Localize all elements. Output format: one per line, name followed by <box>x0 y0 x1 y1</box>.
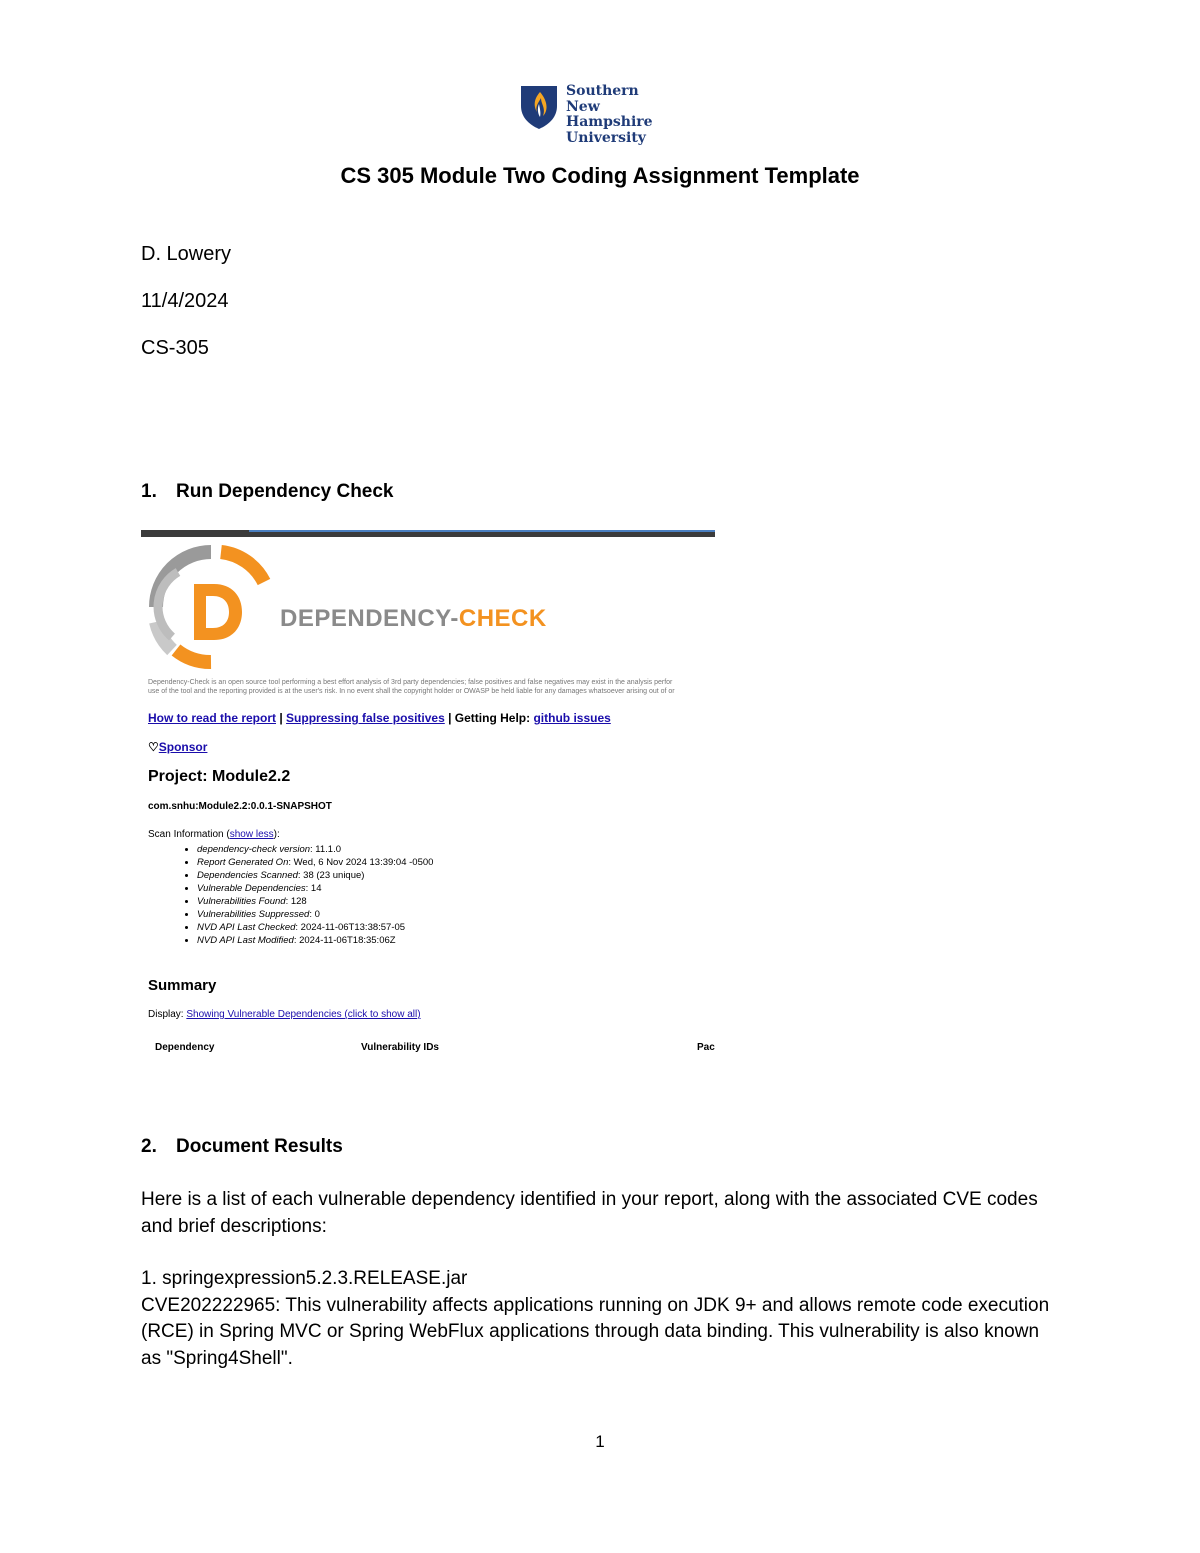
shield-flame-icon <box>520 84 558 130</box>
scan-info-prefix: Scan Information ( <box>148 829 230 840</box>
document-date: 11/4/2024 <box>141 290 229 312</box>
scan-item-label: Dependencies Scanned <box>197 870 298 881</box>
scan-item-value: : 128 <box>285 896 307 907</box>
scan-item-label: Vulnerable Dependencies <box>197 883 306 894</box>
section-number: 2. <box>141 1136 157 1157</box>
cve-code: CVE202222965 <box>141 1294 276 1316</box>
column-header-vulnerability-ids[interactable]: Vulnerability IDs <box>361 1042 439 1053</box>
wordmark-check: CHECK <box>458 605 547 632</box>
disclaimer-line-2: use of the tool and the reporting provided is at the user's risk. In no event shall the copyright holder or OWASP be held liable for any damages whatsoever arising out of or <box>148 688 675 695</box>
list-item <box>197 843 433 856</box>
wordmark-dependency: DEPENDENCY- <box>280 605 459 632</box>
scan-item-value: : 2024-11-06T18:35:06Z <box>293 935 396 946</box>
scan-item-value: : 14 <box>305 883 322 894</box>
display-filter <box>148 1009 421 1020</box>
vulnerability-description <box>141 1293 1061 1373</box>
scan-item-value: : 2024-11-06T13:38:57-05 <box>295 922 406 933</box>
scan-item-value: : 11.1.0 <box>310 844 342 855</box>
column-header-package[interactable]: Pac <box>697 1042 715 1053</box>
list-item <box>197 934 433 947</box>
scan-item-value: : 0 <box>309 909 320 920</box>
scan-information-label <box>148 829 280 840</box>
github-issues-link[interactable]: github issues <box>533 711 611 725</box>
list-item <box>197 908 433 921</box>
scan-info-suffix: ): <box>273 829 280 840</box>
logo-line-1: Southern <box>566 83 639 99</box>
heart-icon: ♡ <box>148 740 159 754</box>
section-title: Run Dependency Check <box>176 481 394 502</box>
vulnerability-entry <box>141 1266 1061 1372</box>
scan-item-label: Vulnerabilities Found <box>197 896 286 907</box>
scan-item-label: NVD API Last Modified <box>197 935 294 946</box>
list-item <box>197 921 433 934</box>
show-less-link[interactable]: show less <box>229 829 274 840</box>
suppressing-false-positives-link[interactable]: Suppressing false positives <box>286 711 445 725</box>
disclaimer-line-1: Dependency-Check is an open source tool performing a best effort analysis of 3rd party dependencies; false positives and false negatives may exist in the analysis perfor <box>148 679 673 686</box>
dependency-name: 1. springexpression5.2.3.RELEASE.jar <box>141 1268 468 1289</box>
how-to-read-report-link[interactable]: How to read the report <box>148 711 277 725</box>
section-title: Document Results <box>176 1136 343 1157</box>
report-top-bar <box>141 530 715 537</box>
logo-line-3: University <box>566 129 646 146</box>
getting-help-label: | Getting Help: <box>444 711 534 725</box>
summary-heading: Summary <box>148 977 217 994</box>
section-heading-1 <box>141 481 394 503</box>
dependency-check-report-screenshot <box>141 530 715 1070</box>
report-help-links <box>148 711 611 725</box>
sponsor-row <box>148 740 207 754</box>
dependency-check-wordmark <box>280 605 547 633</box>
list-item <box>197 895 433 908</box>
cve-description: : This vulnerability affects applications running on JDK 9+ and allows remote code execution (RCE) in Spring MVC or Spring WebFlux applications through data binding. This vulnerability is also known as "Spring4Shell". <box>141 1294 1050 1369</box>
scan-item-value: : 38 (23 unique) <box>297 870 365 881</box>
author-name: D. Lowery <box>141 243 232 265</box>
column-header-dependency[interactable]: Dependency <box>155 1042 215 1053</box>
list-item <box>197 882 433 895</box>
course-code: CS-305 <box>141 337 209 359</box>
report-top-bar-accent <box>249 530 715 532</box>
university-wordmark <box>566 84 690 146</box>
university-logo <box>520 83 690 146</box>
link-separator: | <box>276 711 287 725</box>
document-title: CS 305 Module Two Coding Assignment Template <box>340 163 860 188</box>
report-disclaimer <box>148 678 715 696</box>
sponsor-link[interactable]: Sponsor <box>158 740 208 754</box>
section-heading-2 <box>141 1136 343 1158</box>
page-number: 1 <box>595 1432 605 1451</box>
show-all-toggle-link[interactable]: Showing Vulnerable Dependencies (click to show all) <box>186 1009 421 1020</box>
results-intro-paragraph: Here is a list of each vulnerable dependency identified in your report, along with the associated CVE codes and brief descriptions: <box>141 1189 1038 1237</box>
list-item <box>197 869 433 882</box>
scan-item-value: : Wed, 6 Nov 2024 13:39:04 -0500 <box>288 857 434 868</box>
scan-item-label: Report Generated On <box>197 857 289 868</box>
list-item <box>197 856 433 869</box>
project-artifact-id: com.snhu:Module2.2:0.0.1-SNAPSHOT <box>148 801 332 812</box>
scan-information-list <box>181 843 433 947</box>
project-title: Project: Module2.2 <box>148 768 291 785</box>
display-label: Display: <box>148 1009 187 1020</box>
scan-item-label: dependency-check version <box>197 844 311 855</box>
logo-line-2: New Hampshire <box>566 98 653 130</box>
scan-item-label: NVD API Last Checked <box>197 922 296 933</box>
dependency-check-logo-icon <box>146 542 276 672</box>
section-number: 1. <box>141 481 157 502</box>
scan-item-label: Vulnerabilities Suppressed <box>197 909 310 920</box>
